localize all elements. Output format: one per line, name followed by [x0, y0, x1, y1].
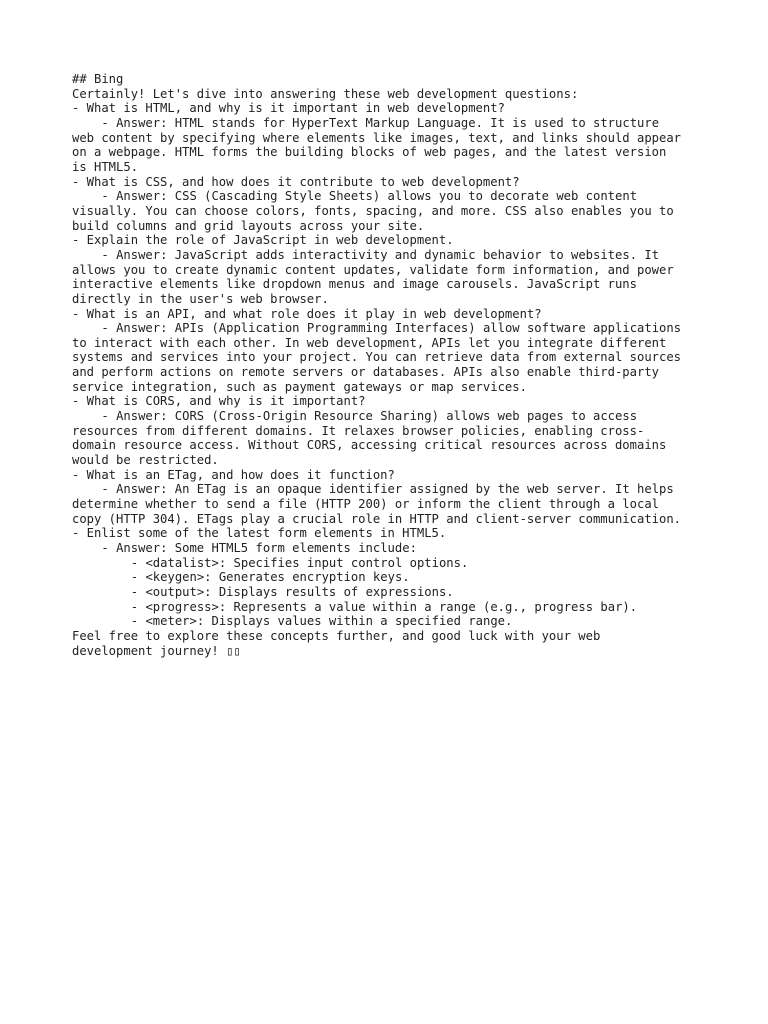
answer-html: - Answer: HTML stands for HyperText Markup Language. It is used to structure — [101, 115, 660, 130]
list-item-progress: - <progress>: Represents a value within a range (e.g., progress bar). — [130, 599, 638, 614]
question-html: - What is HTML, and why is it important in web development? — [72, 101, 505, 116]
answer-css: - Answer: CSS (Cascading Style Sheets) allows you to decorate web content — [101, 189, 638, 204]
answer-cors-cont: would be restricted. — [72, 453, 219, 468]
list-item-datalist: - <datalist>: Specifies input control options. — [130, 555, 469, 570]
answer-javascript-cont: allows you to create dynamic content updates, validate form information, and power — [72, 262, 674, 277]
answer-html-cont: on a webpage. HTML forms the building blocks of web pages, and the latest version — [72, 145, 667, 160]
question-cors: - What is CORS, and why is it important? — [72, 394, 366, 409]
question-etag: - What is an ETag, and how does it function? — [72, 467, 395, 482]
answer-html-cont: is HTML5. — [72, 159, 139, 174]
answer-etag-cont: determine whether to send a file (HTTP 200) or inform the client through a local — [72, 497, 659, 512]
answer-etag-cont: copy (HTTP 304). ETags play a crucial role in HTTP and client-server communication. — [72, 511, 682, 526]
document-body — [72, 72, 712, 658]
answer-cors-cont: resources from different domains. It relaxes browser policies, enabling cross- — [72, 423, 645, 438]
answer-api-cont: and perform actions on remote servers or databases. APIs also enable third-party — [72, 365, 659, 380]
question-api: - What is an API, and what role does it play in web development? — [72, 306, 542, 321]
closing-text: Feel free to explore these concepts further, and good luck with your web — [72, 628, 601, 643]
question-javascript: - Explain the role of JavaScript in web development. — [72, 233, 454, 248]
answer-api: - Answer: APIs (Application Programming Interfaces) allow software applications — [101, 321, 682, 336]
intro-text: Certainly! Let's dive into answering these web development questions: — [72, 86, 579, 101]
answer-etag: - Answer: An ETag is an opaque identifier assigned by the web server. It helps — [101, 482, 674, 497]
closing-text: development journey! ▯▯ — [72, 643, 241, 658]
answer-html-cont: web content by specifying where elements like images, text, and links should appear — [72, 130, 682, 145]
answer-javascript: - Answer: JavaScript adds interactivity and dynamic behavior to websites. It — [101, 247, 660, 262]
list-item-keygen: - <keygen>: Generates encryption keys. — [130, 570, 410, 585]
answer-cors-cont: domain resource access. Without CORS, accessing critical resources across domains — [72, 438, 667, 453]
answer-javascript-cont: interactive elements like dropdown menus and image carousels. JavaScript runs — [72, 277, 637, 292]
answer-api-cont: service integration, such as payment gateways or map services. — [72, 379, 527, 394]
answer-css-cont: visually. You can choose colors, fonts, spacing, and more. CSS also enables you to — [72, 203, 674, 218]
list-item-output: - <output>: Displays results of expressions. — [130, 584, 454, 599]
answer-javascript-cont: directly in the user's web browser. — [72, 291, 329, 306]
answer-form-elements: - Answer: Some HTML5 form elements include: — [101, 541, 417, 555]
question-css: - What is CSS, and how does it contribute to web development? — [72, 174, 520, 189]
question-form-elements: - Enlist some of the latest form elements in HTML5. — [72, 526, 447, 541]
document-heading: ## Bing — [72, 72, 124, 86]
list-item-meter: - <meter>: Displays values within a specified range. — [130, 614, 513, 629]
answer-css-cont: build columns and grid layouts across your site. — [72, 218, 425, 233]
answer-cors: - Answer: CORS (Cross-Origin Resource Sharing) allows web pages to access — [101, 409, 638, 424]
answer-api-cont: systems and services into your project. You can retrieve data from external sources — [72, 350, 682, 365]
answer-api-cont: to interact with each other. In web development, APIs let you integrate different — [72, 335, 667, 350]
